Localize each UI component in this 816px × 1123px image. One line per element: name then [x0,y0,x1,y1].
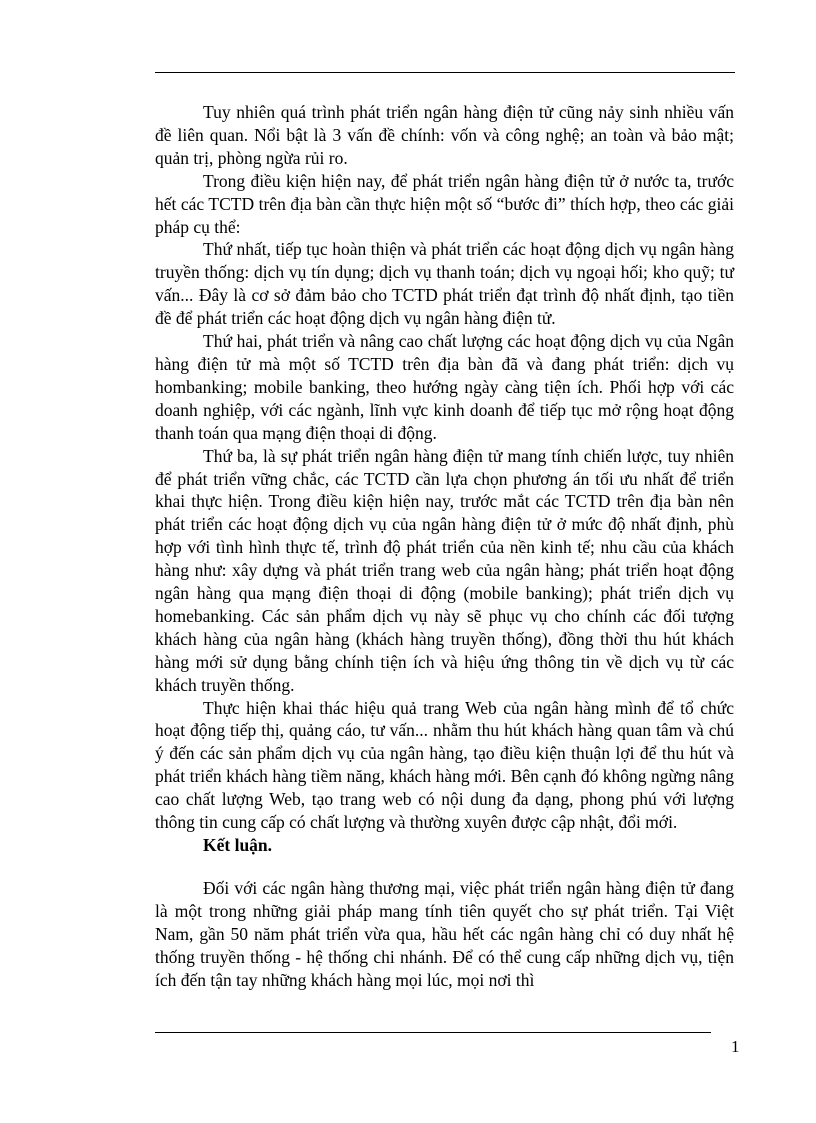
paragraph-challenges: Tuy nhiên quá trình phát triển ngân hàng điện tử cũng nảy sinh nhiều vấn đề liên quan. Nổi bật là 3 vấn đề chính: vốn và công nghệ; an toàn và bảo mật; quản trị, phòng ngừa rủi ro. [155,102,734,168]
paragraph-third-solution: Thứ ba, là sự phát triển ngân hàng điện tử mang tính chiến lược, tuy nhiên để phát triển vững chắc, các TCTD cần lựa chọn phương án tối ưu nhất để triển khai thực hiện. Trong điều kiện hiện nay, trước mắt các TCTD trên địa bàn nên phát triển các hoạt động dịch vụ của ngân hàng điện tử ở mức độ nhất định, phù hợp với tình hình thực tế, trình độ phát triển của nền kinh tế; nhu cầu của khách hàng như: xây dựng và phát triển trang web của ngân hàng; phát triển hoạt động ngân hàng qua mạng điện thoại di động (mobile banking); phát triển dịch vụ homebanking. Các sản phẩm dịch vụ này sẽ phục vụ cho chính các đối tượng khách hàng của ngân hàng (khách hàng truyền thống), đồng thời thu hút khách hàng mới sử dụng bằng chính tiện ích và hiệu ứng thông tin về dịch vụ từ các khách truyền thống. [155,445,734,695]
section-heading-conclusion: Kết luận. [203,835,273,855]
paragraph-web-exploitation: Thực hiện khai thác hiệu quả trang Web của ngân hàng mình để tổ chức hoạt động tiếp thị, quảng cáo, tư vấn... nhằm thu hút khách hàng quan tâm và chú ý đến các sản phẩm dịch vụ của ngân hàng, tạo điều kiện thuận lợi để thu hút và phát triển khách hàng tiềm năng, khách hàng mới. Bên cạnh đó không ngừng nâng cao chất lượng Web, tạo trang web có nội dung đa dạng, phong phú với lượng thông tin cung cấp có chất lượng và thường xuyên được cập nhật, đổi mới. [155,697,734,833]
paragraph-conclusion: Đối với các ngân hàng thương mại, việc phát triển ngân hàng điện tử đang là một trong những giải pháp mang tính tiên quyết cho sự phát triển. Tại Việt Nam, gần 50 năm phát triển vừa qua, hầu hết các ngân hàng chỉ có duy nhất hệ thống truyền thống - hệ thống chi nhánh. Để có thể cung cấp những dịch vụ, tiện ích đến tận tay những khách hàng mọi lúc, mọi nơi thì [155,877,734,990]
page-number: 1 [731,1037,740,1056]
page-body [155,101,734,991]
paragraph-first-solution: Thứ nhất, tiếp tục hoàn thiện và phát triển các hoạt động dịch vụ ngân hàng truyền thống: dịch vụ tín dụng; dịch vụ thanh toán; dịch vụ ngoại hối; kho quỹ; tư vấn... Đây là cơ sở đảm bảo cho TCTD phát triển đạt trình độ nhất định, tạo tiền đề để phát triển các hoạt động dịch vụ ngân hàng điện tử. [155,239,734,329]
paragraph-conditions: Trong điều kiện hiện nay, để phát triển ngân hàng điện tử ở nước ta, trước hết các TCTD trên địa bàn cần thực hiện một số “bước đi” thích hợp, theo các giải pháp cụ thể: [155,170,734,237]
footer-rule [155,1032,711,1033]
header-rule [155,72,735,73]
paragraph-second-solution: Thứ hai, phát triển và nâng cao chất lượng các hoạt động dịch vụ của Ngân hàng điện tử mà một số TCTD trên địa bàn đã và đang phát triển: dịch vụ hombanking; mobile banking, theo hướng ngày càng tiện ích. Phối hợp với các doanh nghiệp, với các ngành, lĩnh vực kinh doanh để tiếp tục mở rộng hoạt động thanh toán qua mạng điện thoại di động. [155,331,734,443]
